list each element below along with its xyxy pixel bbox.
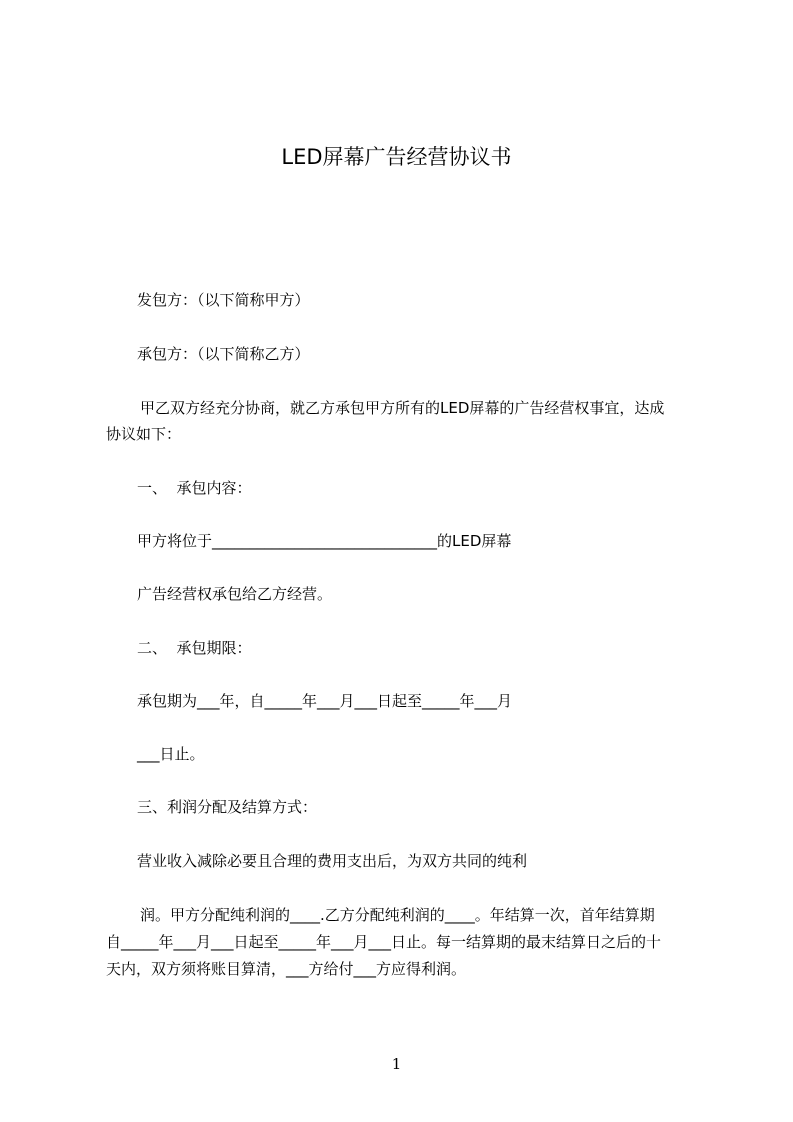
section-3-line-4: 天内，双方须将账目算清，___方给付___方应得利润。 <box>106 960 467 978</box>
section-1-line-1: 甲方将位于______________________________的LED屏幕 <box>137 532 512 550</box>
page-number: 1 <box>391 1055 402 1073</box>
intro-paragraph-line-2: 协议如下： <box>106 425 182 443</box>
document-title: LED屏幕广告经营协议书 <box>281 145 512 169</box>
section-3-line-3: 自_____年___月___日起至_____年___月___日止。每一结算期的最末结算日之后的十 <box>106 933 662 951</box>
section-2-heading: 二、 承包期限： <box>137 639 252 657</box>
party-b-line: 承包方：（以下简称乙方） <box>137 345 310 363</box>
party-a-line: 发包方：（以下简称甲方） <box>137 291 310 309</box>
section-3-heading: 三、利润分配及结算方式： <box>137 798 318 816</box>
intro-paragraph-line-1: 甲乙双方经充分协商，就乙方承包甲方所有的LED屏幕的广告经营权事宜，达成 <box>140 399 665 417</box>
section-1-line-2: 广告经营权承包给乙方经营。 <box>137 585 333 603</box>
section-2-line-1: 承包期为___年，自_____年___月___日起至_____年___月 <box>137 692 513 710</box>
section-3-line-2: 润。甲方分配纯利润的____.乙方分配纯利润的____。年结算一次，首年结算期 <box>140 906 655 924</box>
section-3-line-1: 营业收入减除必要且合理的费用支出后，为双方共同的纯利 <box>137 852 528 870</box>
section-1-heading: 一、 承包内容： <box>137 479 252 497</box>
section-2-line-2: ___日止。 <box>137 745 205 763</box>
